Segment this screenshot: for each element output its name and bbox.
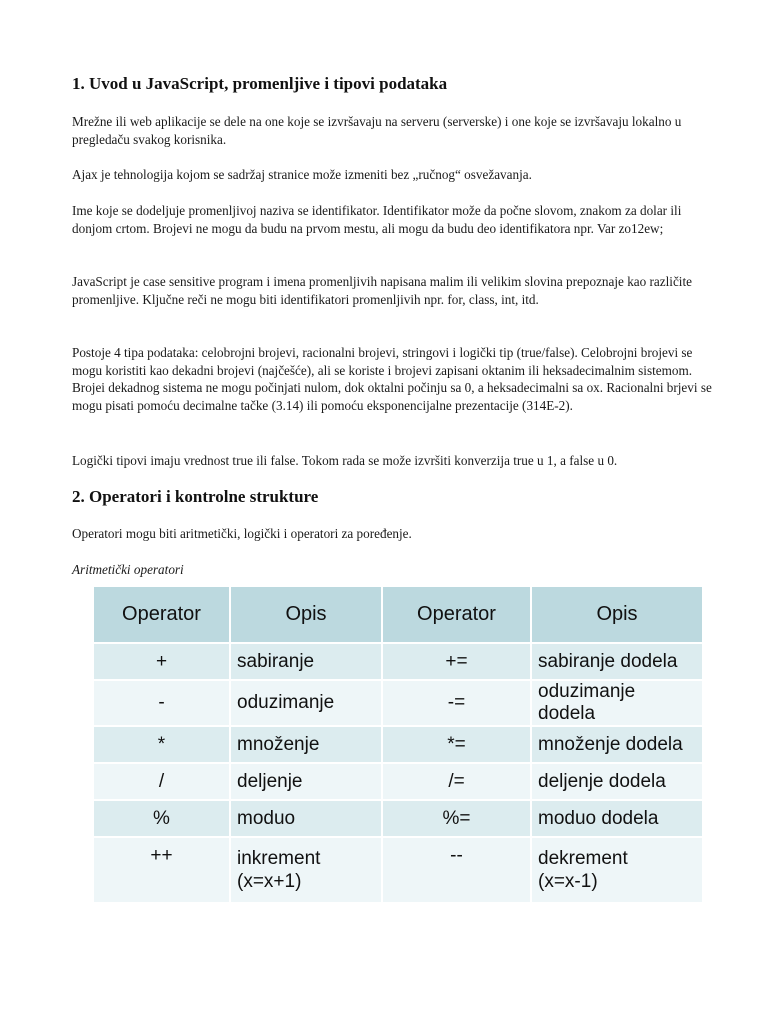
- table-row: [93, 837, 703, 903]
- description-cell: dekrement (x=x-1): [531, 837, 703, 903]
- operator-cell: -: [93, 680, 230, 726]
- description-cell: inkrement (x=x+1): [230, 837, 382, 903]
- description-cell: moduo dodela: [531, 800, 703, 837]
- operator-cell: *=: [382, 726, 531, 763]
- table-header-row: [93, 586, 703, 643]
- section-2-heading: 2. Operatori i kontrolne strukture: [72, 487, 319, 506]
- paragraph-ajax: Ajax je tehnologija kojom se sadržaj stranice može izmeniti bez „ručnog“ osvežavanja.: [72, 167, 532, 182]
- header-operator: Operator: [93, 586, 230, 643]
- operator-cell: ++: [93, 837, 230, 903]
- operator-cell: *: [93, 726, 230, 763]
- paragraph-logical-types: Logički tipovi imaju vrednost true ili false. Tokom rada se može izvršiti konverzija true u 1, a false u 0.: [72, 453, 618, 468]
- header-opis: Opis: [230, 586, 382, 643]
- paragraph-data-types: Postoje 4 tipa podataka: celobrojni brojevi, racionalni brojevi, stringovi i logički tip (true/false). Celobrojni brojevi se mogu koristiti kao dekadni brojevi (najčešće), ali se koriste i brojevi zapisani oktanim ili heksadecimalnim sistemom. Brojei dekadnog sistema ne mogu počinjati nulom, dok oktalni počinju sa 0, a heksadecimalni sa ox. Racionalni brjevi se mogu pisati pomoću decimalne tačke (3.14) ili pomoću eksponencijalne prezentacije (314E-2).: [72, 345, 712, 413]
- description-cell: oduzimanje dodela: [531, 680, 703, 726]
- description-cell: deljenje dodela: [531, 763, 703, 800]
- header-operator: Operator: [382, 586, 531, 643]
- description-cell: sabiranje: [230, 643, 382, 680]
- operator-cell: -=: [382, 680, 531, 726]
- header-opis: Opis: [531, 586, 703, 643]
- paragraph-case-sensitive: JavaScript je case sensitive program i imena promenljivih napisana malim ili velikim slovina prepoznaje kao različite promenljive. Ključne reči ne mogu biti identifikatori promenljivih npr. for, class, int, itd.: [72, 274, 692, 307]
- operator-cell: %=: [382, 800, 531, 837]
- operator-cell: /: [93, 763, 230, 800]
- operator-cell: +=: [382, 643, 531, 680]
- paragraph-operators-intro: Operatori mogu biti aritmetički, logički i operatori za poređenje.: [72, 526, 412, 541]
- description-cell: moduo: [230, 800, 382, 837]
- table-caption: Aritmetički operatori: [72, 562, 184, 577]
- arithmetic-operators-table: [92, 585, 704, 904]
- description-cell: oduzimanje: [230, 680, 382, 726]
- description-cell: sabiranje dodela: [531, 643, 703, 680]
- table-row: [93, 763, 703, 800]
- description-cell: množenje dodela: [531, 726, 703, 763]
- description-cell: deljenje: [230, 763, 382, 800]
- table-row: [93, 643, 703, 680]
- operator-cell: +: [93, 643, 230, 680]
- table-row: [93, 726, 703, 763]
- description-cell: množenje: [230, 726, 382, 763]
- operator-cell: %: [93, 800, 230, 837]
- table-row: [93, 800, 703, 837]
- paragraph-identifier: Ime koje se dodeljuje promenljivoj naziva se identifikator. Identifikator može da počne slovom, znakom za dolar ili donjom crtom. Brojevi ne mogu da budu na prvom mestu, ali mogu da budu deo identifikatora npr. Var zo12ew;: [72, 203, 682, 236]
- operator-cell: /=: [382, 763, 531, 800]
- section-1-heading: 1. Uvod u JavaScript, promenljive i tipovi podataka: [72, 74, 448, 93]
- paragraph-web-apps: Mrežne ili web aplikacije se dele na one koje se izvršavaju na serveru (serverske) i one koje se izvršavaju lokalno u pregledaču svakog korisnika.: [72, 114, 682, 147]
- table-row: [93, 680, 703, 726]
- operator-cell: --: [382, 837, 531, 903]
